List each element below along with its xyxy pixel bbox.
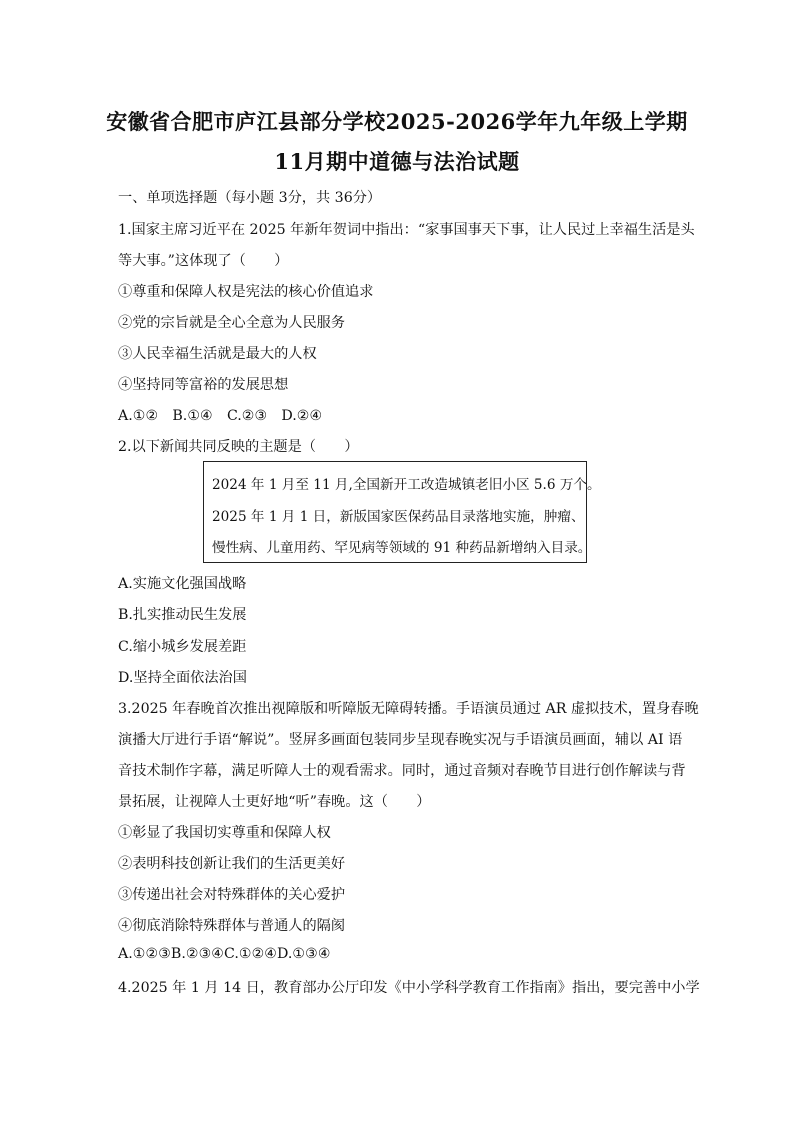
q2-news-box — [203, 461, 601, 563]
q2-news-line2: 2025 年 1 月 1 日，新版国家医保药品目录落地实施，肿瘤、 — [212, 509, 585, 525]
q3-option-4: ④彻底消除特殊群体与普通人的隔阂 — [118, 918, 346, 934]
q2-news-line3: 慢性病、儿童用药、罕见病等领域的 91 种药品新增纳入目录。 — [212, 540, 592, 556]
q2-option-c: C.缩小城乡发展差距 — [118, 639, 247, 655]
doc-title-line1: 安徽省合肥市庐江县部分学校2025-2026学年九年级上学期 — [106, 109, 688, 134]
q1-choices: A.①② B.①④ C.②③ D.②④ — [118, 408, 323, 424]
q3-option-2: ②表明科技创新让我们的生活更美好 — [118, 856, 346, 872]
q3-stem-line2: 演播大厅进行手语“解说”。竖屏多画面包装同步呈现春晚实况与手语演员画面，辅以 AI 语 — [118, 732, 683, 748]
q3-stem-line3: 音技术制作字幕，满足听障人士的观看需求。同时，通过音频对春晚节目进行创作解读与背 — [118, 763, 686, 779]
q4-stem-line1: 4.2025 年 1 月 14 日，教育部办公厅印发《中小学科学教育工作指南》指出，要完善中小学 — [118, 980, 700, 996]
q3-stem-line4: 景拓展，让视障人士更好地“听”春晚。这（ ） — [118, 794, 431, 810]
q1-stem-line1: 1.国家主席习近平在 2025 年新年贺词中指出：“家事国事天下事，让人民过上幸福生活是头 — [118, 222, 695, 238]
q1-option-1: ①尊重和保障人权是宪法的核心价值追求 — [118, 284, 374, 300]
doc-title-line2: 11月期中道德与法治试题 — [274, 149, 520, 174]
q2-option-d: D.坚持全面依法治国 — [118, 670, 247, 686]
q2-news-line1: 2024 年 1 月至 11 月,全国新开工改造城镇老旧小区 5.6 万个。 — [212, 477, 601, 493]
q1-option-4: ④坚持同等富裕的发展思想 — [118, 377, 289, 393]
q1-option-3: ③人民幸福生活就是最大的人权 — [118, 346, 317, 362]
section-heading: 一、单项选择题（每小题 3分，共 36分） — [118, 190, 382, 206]
q2-option-a: A.实施文化强国战略 — [118, 576, 247, 592]
q3-choices: A.①②③B.②③④C.①②④D.①③④ — [118, 946, 331, 962]
q3-option-3: ③传递出社会对特殊群体的关心爱护 — [118, 887, 346, 903]
q3-option-1: ①彰显了我国切实尊重和保障人权 — [118, 825, 331, 841]
q2-option-b: B.扎实推动民生发展 — [118, 607, 247, 623]
q2-stem: 2.以下新闻共同反映的主题是（ ） — [118, 439, 359, 455]
q3-stem-line1: 3.2025 年春晚首次推出视障版和听障版无障碍转播。手语演员通过 AR 虚拟技术，置身春晚 — [118, 701, 699, 717]
q1-option-2: ②党的宗旨就是全心全意为人民服务 — [118, 315, 346, 331]
q1-stem-line2: 等大事。”这体现了（ ） — [118, 253, 289, 269]
